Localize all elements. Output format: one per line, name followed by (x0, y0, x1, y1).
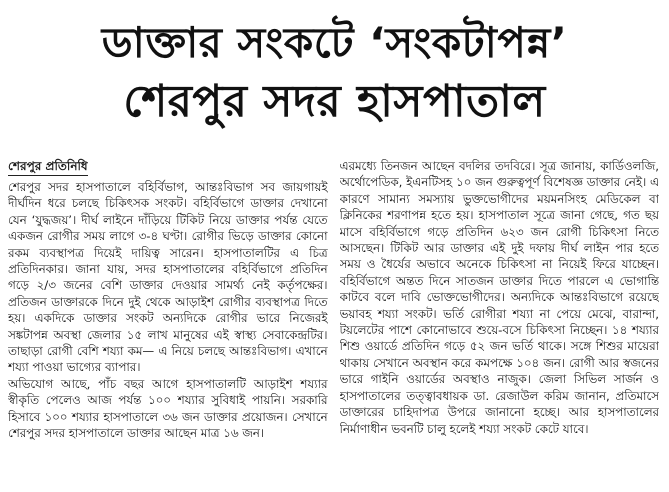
article-column-1 (8, 158, 328, 488)
article-column-2 (340, 158, 660, 488)
article-paragraph: অভিযোগ আছে, পাঁচ বছর আগে হাসপাতালটি আড়াইশ শয্যার স্বীকৃতি পেলেও আজ পর্যন্ত ১০০ শয্যার সুবিধাই পায়নি। সরকারি হিসাবে ১০০ শয্যার হাসপাতালে ৩৬ জন ডাক্তার প্রয়োজন। সেখানে শেরপুর সদর হাসপাতালে ডাক্তার আছেন মাত্র ১৬ জন। (8, 376, 328, 441)
byline: শেরপুর প্রতিনিধি (8, 158, 88, 176)
article-paragraph: শেরপুর সদর হাসপাতালে বহির্বিভাগ, আন্তঃবিভাগ সব জায়গায়ই দীর্ঘদিন ধরে চলছে চিকিৎসক সংকট। বহির্বিভাগে ডাক্তার দেখানো যেন ‘যুদ্ধজয়’। দীর্ঘ লাইনে দাঁড়িয়ে টিকিট নিয়ে ডাক্তার পর্যন্ত যেতে একজন রোগীর সময় লাগে ৩-৪ ঘণ্টা। রোগীর ভিড়ে ডাক্তার কোনো রকম ব্যবস্থাপত্র দিয়েই দায়িত্ব সারেন। হাসপাতালটির এ চিত্র প্রতিদিনকার। জানা যায়, সদর হাসপাতালের বহির্বিভাগে প্রতিদিন গড়ে ২/৩ জনের বেশি ডাক্তার দেওয়ার সামর্থ্য নেই কর্তৃপক্ষের। প্রতিজন ডাক্তারকে দিনে দুই থেকে আড়াইশ রোগীর ব্যবস্থাপত্র দিতে হয়। একদিকে ডাক্তার সংকট অন্যদিকে রোগীর ভারে নিজেরই সঙ্কটাপন্ন অবস্থা জেলার ১৫ লাখ মানুষের এই স্বাস্থ্য সেবাকেন্দ্রটির। তাছাড়া রোগী বেশি শয্যা কম— এ নিয়ে চলছে আন্তঃবিভাগ। এখানে শয্যা পাওয়া ভাগ্যের ব্যাপার। (8, 180, 328, 375)
headline-line-2: শেরপুর সদর হাসপাতাল (123, 76, 546, 127)
headline (10, 0, 659, 132)
headline-line-1: ডাক্তার সংকটে ‘সংকটাপন্ন’ (101, 18, 568, 67)
article-paragraph: এরমধ্যে তিনজন আছেন বদলির তদবিরে। সূত্র জানায়, কার্ডিওলজি, অর্থোপেডিক, ইএনটিসহ ১০ জন গুরুত্বপূর্ণ বিশেষজ্ঞ ডাক্তার নেই। এ কারণে সামান্য সমস্যায় ভুক্তভোগীদের ময়মনসিংহ মেডিকেল বা ক্লিনিকের শরণাপন্ন হতে হয়। হাসপাতাল সূত্রে জানা গেছে, গত ছয় মাসে বহির্বিভাগে গড়ে প্রতিদিন ৬২৩ জন রোগী চিকিৎসা নিতে আসছেন। টিকিট আর ডাক্তার এই দুই দফায় দীর্ঘ লাইন পার হতে সময় ও ধৈর্যের অভাবে অনেকে চিকিৎসা না নিয়েই ফিরে যাচ্ছেন। বহির্বিভাগে অন্তত দিনে সাতজন ডাক্তার দিতে পারলে এ ভোগান্তি কাটবে বলে দাবি ভোক্তভোগীদের। অন্যদিকে আন্তঃবিভাগে রয়েছে ভয়াবহ শয্যা সংকট। ভর্তি রোগীরা শয্যা না পেয়ে মেঝে, বারান্দা, টয়লেটের পাশে কোনোভাবে শুয়ে-বসে চিকিৎসা নিচ্ছেন। ১৪ শয্যার শিশু ওয়ার্ডে প্রতিদিন গড়ে ৫২ জন ভর্তি থাকে। সঙ্গে শিশুর মায়েরা থাকায় সেখানে অবস্থান করে কমপক্ষে ১০৪ জন। রোগী আর স্বজনের ভারে গাইনি ওয়ার্ডের অবস্থাও নাজুক। জেলা সিভিল সার্জন ও হাসপাতালের তত্ত্বাবধায়ক ডা. রেজাউল করিম জানান, প্রতিমাসে ডাক্তারের চাহিদাপত্র উপরে জানানো হচ্ছে। আর হাসপাতালের নির্মাণাধীন ভবনটি চালু হলেই শয্যা সংকট কেটে যাবে। (339, 159, 659, 436)
article-body (8, 158, 659, 488)
